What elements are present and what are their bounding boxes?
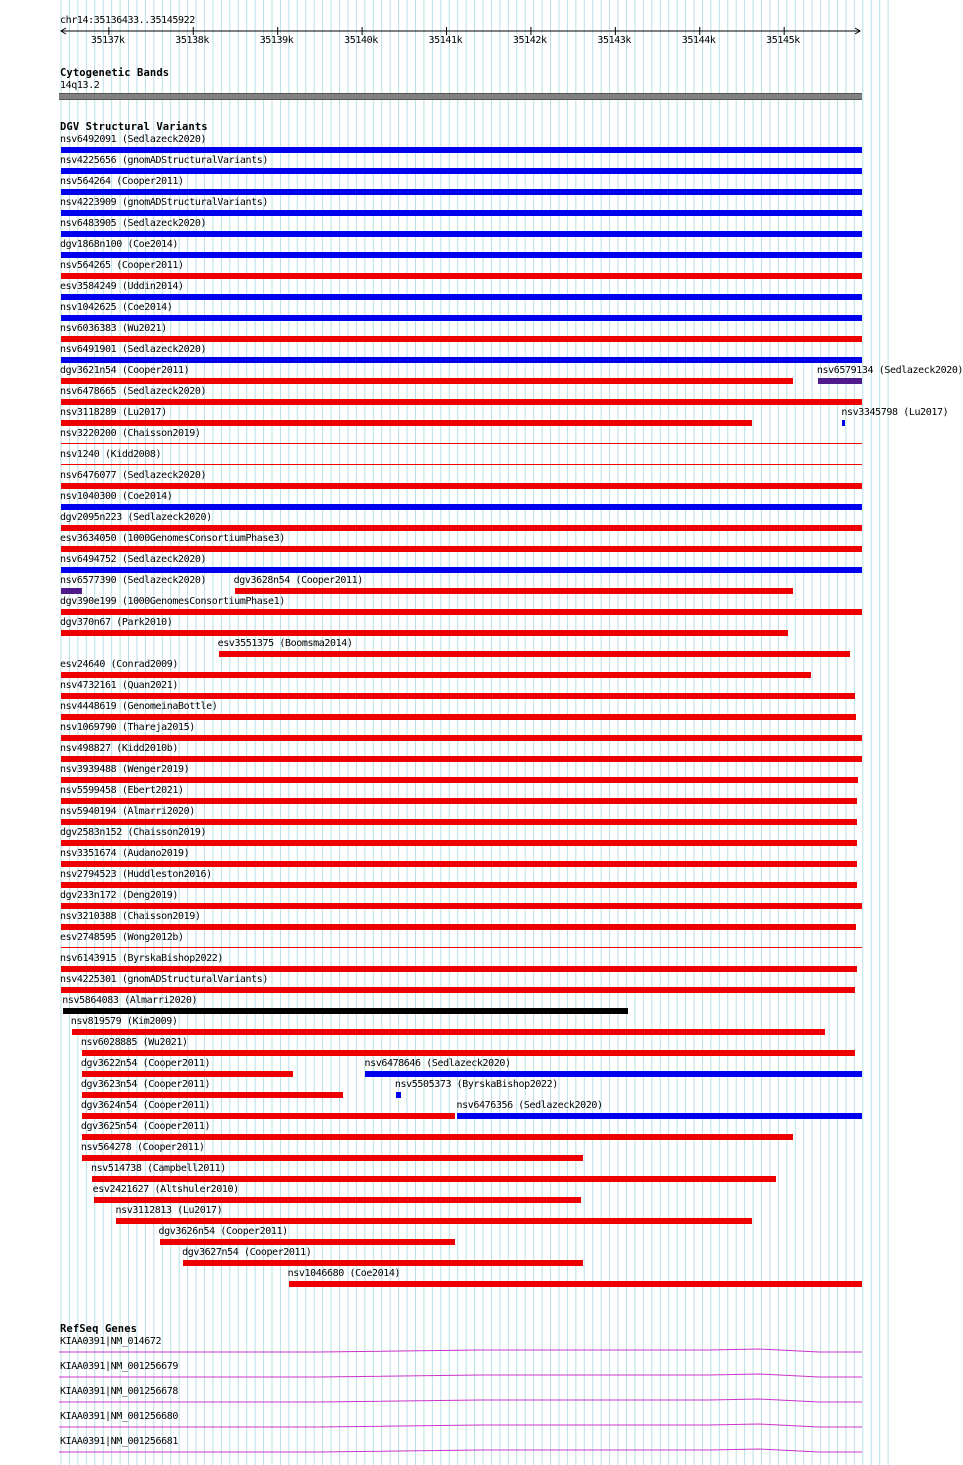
dgv-feature-label: nsv6036383 (Wu2021) (60, 323, 167, 334)
dgv-feature-label: nsv1069790 (Thareja2015) (60, 722, 195, 733)
dgv-feature-label: nsv5940194 (Almarri2020) (60, 806, 195, 817)
dgv-feature-bar[interactable] (82, 1113, 455, 1119)
dgv-feature-bar[interactable] (61, 861, 857, 867)
dgv-feature-label: esv3584249 (Uddin2014) (60, 281, 184, 292)
dgv-feature-bar[interactable] (61, 947, 862, 948)
dgv-feature-label: nsv3220200 (Chaisson2019) (60, 428, 201, 439)
dgv-feature-label: nsv6143915 (ByrskaBishop2022) (60, 953, 223, 964)
dgv-feature-bar[interactable] (61, 483, 862, 489)
dgv-feature-label: nsv564278 (Cooper2011) (80, 1142, 205, 1153)
dgv-track-title: DGV Structural Variants (60, 121, 208, 133)
ruler-tick-label: 35143k (597, 35, 632, 46)
dgv-feature-label: nsv564265 (Cooper2011) (60, 260, 184, 271)
dgv-feature-bar[interactable] (61, 420, 752, 426)
dgv-feature-label: nsv3939488 (Wenger2019) (60, 764, 190, 775)
dgv-feature-bar[interactable] (61, 315, 862, 321)
dgv-feature-bar[interactable] (61, 147, 862, 153)
dgv-feature-label: nsv6579134 (Sedlazeck2020) (816, 365, 963, 376)
dgv-feature-bar[interactable] (61, 903, 862, 909)
dgv-feature-label: nsv6492091 (Sedlazeck2020) (60, 134, 207, 145)
dgv-feature-bar[interactable] (82, 1071, 293, 1077)
dgv-feature-bar[interactable] (61, 756, 862, 762)
dgv-feature-bar[interactable] (160, 1239, 455, 1245)
dgv-feature-label: dgv1868n100 (Coe2014) (60, 239, 179, 250)
dgv-feature-label: nsv3210388 (Chaisson2019) (60, 911, 201, 922)
refseq-gene-model[interactable] (59, 1348, 865, 1354)
dgv-feature-bar[interactable] (61, 399, 862, 405)
dgv-feature-label: nsv6478665 (Sedlazeck2020) (60, 386, 207, 397)
dgv-feature-bar[interactable] (61, 443, 862, 444)
dgv-feature-label: nsv1046680 (Coe2014) (287, 1268, 401, 1279)
dgv-feature-label: nsv564264 (Cooper2011) (60, 176, 184, 187)
dgv-feature-label: dgv3623n54 (Cooper2011) (80, 1079, 211, 1090)
ruler-tick-label: 35141k (428, 35, 463, 46)
dgv-feature-bar[interactable] (61, 546, 862, 552)
dgv-feature-label: dgv3627n54 (Cooper2011) (182, 1247, 312, 1258)
dgv-feature-bar[interactable] (61, 714, 856, 720)
dgv-feature-bar[interactable] (61, 357, 862, 363)
dgv-feature-bar[interactable] (116, 1218, 752, 1224)
refseq-gene-model[interactable] (59, 1398, 865, 1404)
dgv-feature-label: nsv2794523 (Huddleston2016) (60, 869, 212, 880)
dgv-feature-label: esv2421627 (Altshuler2010) (92, 1184, 239, 1195)
dgv-feature-label: nsv1240 (Kidd2008) (60, 449, 162, 460)
dgv-feature-bar[interactable] (457, 1113, 862, 1119)
dgv-feature-label: nsv5505373 (ByrskaBishop2022) (394, 1079, 558, 1090)
dgv-feature-label: dgv3621n54 (Cooper2011) (60, 365, 190, 376)
dgv-feature-bar[interactable] (235, 588, 793, 594)
refseq-gene-model[interactable] (59, 1448, 865, 1454)
dgv-feature-bar[interactable] (61, 294, 862, 300)
dgv-feature-bar[interactable] (94, 1197, 581, 1203)
dgv-feature-label: nsv4225656 (gnomADStructuralVariants) (60, 155, 268, 166)
dgv-feature-bar[interactable] (818, 378, 862, 384)
cytoband-track-title: Cytogenetic Bands (60, 67, 170, 79)
dgv-feature-label: dgv3626n54 (Cooper2011) (158, 1226, 288, 1237)
ruler-tick-label: 35140k (344, 35, 378, 46)
dgv-feature-bar[interactable] (842, 420, 845, 426)
dgv-feature-label: nsv6494752 (Sedlazeck2020) (60, 554, 207, 565)
dgv-feature-bar[interactable] (61, 672, 811, 678)
dgv-feature-bar[interactable] (63, 1008, 628, 1014)
cytoband-label: 14q13.2 (60, 80, 100, 91)
dgv-feature-bar[interactable] (72, 1029, 825, 1035)
dgv-feature-label: nsv5864083 (Almarri2020) (62, 995, 198, 1006)
ruler-tick-label: 35138k (175, 35, 209, 46)
cytoband-bar[interactable] (59, 93, 862, 100)
dgv-feature-bar[interactable] (61, 252, 862, 258)
refseq-track-title: RefSeq Genes (60, 1323, 138, 1335)
dgv-feature-bar[interactable] (92, 1176, 776, 1182)
dgv-feature-label: dgv2583n152 (Chaisson2019) (60, 827, 207, 838)
dgv-feature-bar[interactable] (61, 588, 82, 594)
dgv-feature-bar[interactable] (365, 1071, 862, 1077)
dgv-feature-bar[interactable] (61, 630, 788, 636)
dgv-feature-label: nsv514738 (Campbell2011) (90, 1163, 226, 1174)
dgv-feature-bar[interactable] (61, 924, 856, 930)
dgv-feature-label: nsv4223909 (gnomADStructuralVariants) (60, 197, 268, 208)
dgv-feature-bar[interactable] (61, 210, 862, 216)
dgv-feature-bar[interactable] (61, 378, 793, 384)
dgv-feature-bar[interactable] (61, 693, 855, 699)
ruler-tick-label: 35139k (259, 35, 294, 46)
dgv-feature-label: nsv3351674 (Audano2019) (60, 848, 190, 859)
dgv-feature-bar[interactable] (61, 819, 857, 825)
refseq-gene-label: KIAA0391|NM_014672 (60, 1336, 162, 1347)
dgv-feature-label: esv2748595 (Wong2012b) (60, 932, 184, 943)
dgv-feature-bar[interactable] (61, 567, 862, 573)
dgv-feature-label: dgv3628n54 (Cooper2011) (233, 575, 363, 586)
dgv-feature-bar[interactable] (61, 777, 858, 783)
dgv-feature-bar[interactable] (61, 525, 862, 531)
refseq-gene-label: KIAA0391|NM_001256678 (60, 1386, 179, 1397)
dgv-feature-label: nsv4448619 (GenomeinaBottle) (60, 701, 218, 712)
refseq-gene-label: KIAA0391|NM_001256679 (60, 1361, 179, 1372)
dgv-feature-bar[interactable] (61, 231, 862, 237)
dgv-feature-label: nsv6476077 (Sedlazeck2020) (60, 470, 207, 481)
dgv-feature-label: nsv3345798 (Lu2017) (841, 407, 949, 418)
dgv-feature-bar[interactable] (219, 651, 850, 657)
dgv-feature-label: dgv390e199 (1000GenomesConsortiumPhase1) (60, 596, 285, 607)
dgv-feature-bar[interactable] (61, 336, 862, 342)
ruler-tick-label: 35144k (681, 35, 716, 46)
dgv-feature-label: nsv498827 (Kidd2010b) (60, 743, 179, 754)
dgv-feature-label: dgv3625n54 (Cooper2011) (80, 1121, 211, 1132)
dgv-feature-label: esv24640 (Conrad2009) (60, 659, 179, 670)
dgv-feature-bar[interactable] (61, 464, 862, 465)
dgv-feature-bar[interactable] (61, 735, 862, 741)
dgv-feature-label: esv3551375 (Boomsma2014) (217, 638, 353, 649)
dgv-feature-label: dgv3622n54 (Cooper2011) (80, 1058, 211, 1069)
dgv-feature-label: dgv2095n223 (Sedlazeck2020) (60, 512, 212, 523)
dgv-feature-bar[interactable] (61, 504, 862, 510)
dgv-feature-label: nsv3112813 (Lu2017) (115, 1205, 223, 1216)
dgv-feature-label: dgv370n67 (Park2010) (60, 617, 173, 628)
dgv-feature-bar[interactable] (61, 966, 857, 972)
dgv-feature-label: nsv1040300 (Coe2014) (60, 491, 173, 502)
dgv-feature-bar[interactable] (61, 168, 862, 174)
dgv-feature-bar[interactable] (61, 189, 862, 195)
dgv-feature-bar[interactable] (61, 273, 862, 279)
dgv-feature-bar[interactable] (61, 798, 857, 804)
dgv-feature-bar[interactable] (396, 1092, 401, 1098)
ruler-tick-label: 35142k (512, 35, 547, 46)
dgv-feature-bar[interactable] (82, 1092, 343, 1098)
dgv-feature-bar[interactable] (61, 840, 857, 846)
dgv-feature-bar[interactable] (61, 609, 862, 615)
refseq-gene-label: KIAA0391|NM_001256680 (60, 1411, 179, 1422)
dgv-feature-bar[interactable] (82, 1050, 855, 1056)
refseq-gene-model[interactable] (59, 1373, 865, 1379)
dgv-feature-label: dgv3624n54 (Cooper2011) (80, 1100, 211, 1111)
dgv-feature-label: nsv5599458 (Ebert2021) (60, 785, 184, 796)
dgv-feature-label: nsv6483905 (Sedlazeck2020) (60, 218, 207, 229)
dgv-feature-bar[interactable] (61, 987, 855, 993)
dgv-feature-label: nsv6028885 (Wu2021) (80, 1037, 188, 1048)
dgv-feature-bar[interactable] (183, 1260, 583, 1266)
dgv-feature-label: nsv6478646 (Sedlazeck2020) (364, 1058, 511, 1069)
dgv-feature-label: dgv233n172 (Deng2019) (60, 890, 179, 901)
dgv-feature-label: esv3634050 (1000GenomesConsortiumPhase3) (60, 533, 285, 544)
dgv-feature-bar[interactable] (61, 882, 857, 888)
dgv-feature-label: nsv6491901 (Sedlazeck2020) (60, 344, 207, 355)
dgv-feature-label: nsv6577390 (Sedlazeck2020) (60, 575, 207, 586)
refseq-gene-label: KIAA0391|NM_001256681 (60, 1436, 179, 1447)
dgv-feature-label: nsv4732161 (Quan2021) (60, 680, 179, 691)
dgv-feature-label: nsv6476356 (Sedlazeck2020) (456, 1100, 603, 1111)
dgv-feature-label: nsv4225301 (gnomADStructuralVariants) (60, 974, 268, 985)
dgv-feature-label: nsv1042625 (Coe2014) (60, 302, 173, 313)
ruler-tick-label: 35137k (90, 35, 125, 46)
dgv-feature-bar[interactable] (82, 1134, 793, 1140)
dgv-feature-bar[interactable] (289, 1281, 862, 1287)
dgv-feature-bar[interactable] (82, 1155, 583, 1161)
ruler-tick-label: 35145k (766, 35, 800, 46)
region-label: chr14:35136433..35145922 (60, 15, 195, 26)
dgv-feature-label: nsv3118289 (Lu2017) (60, 407, 167, 418)
refseq-gene-model[interactable] (59, 1423, 865, 1429)
dgv-feature-label: nsv819579 (Kim2009) (70, 1016, 178, 1027)
